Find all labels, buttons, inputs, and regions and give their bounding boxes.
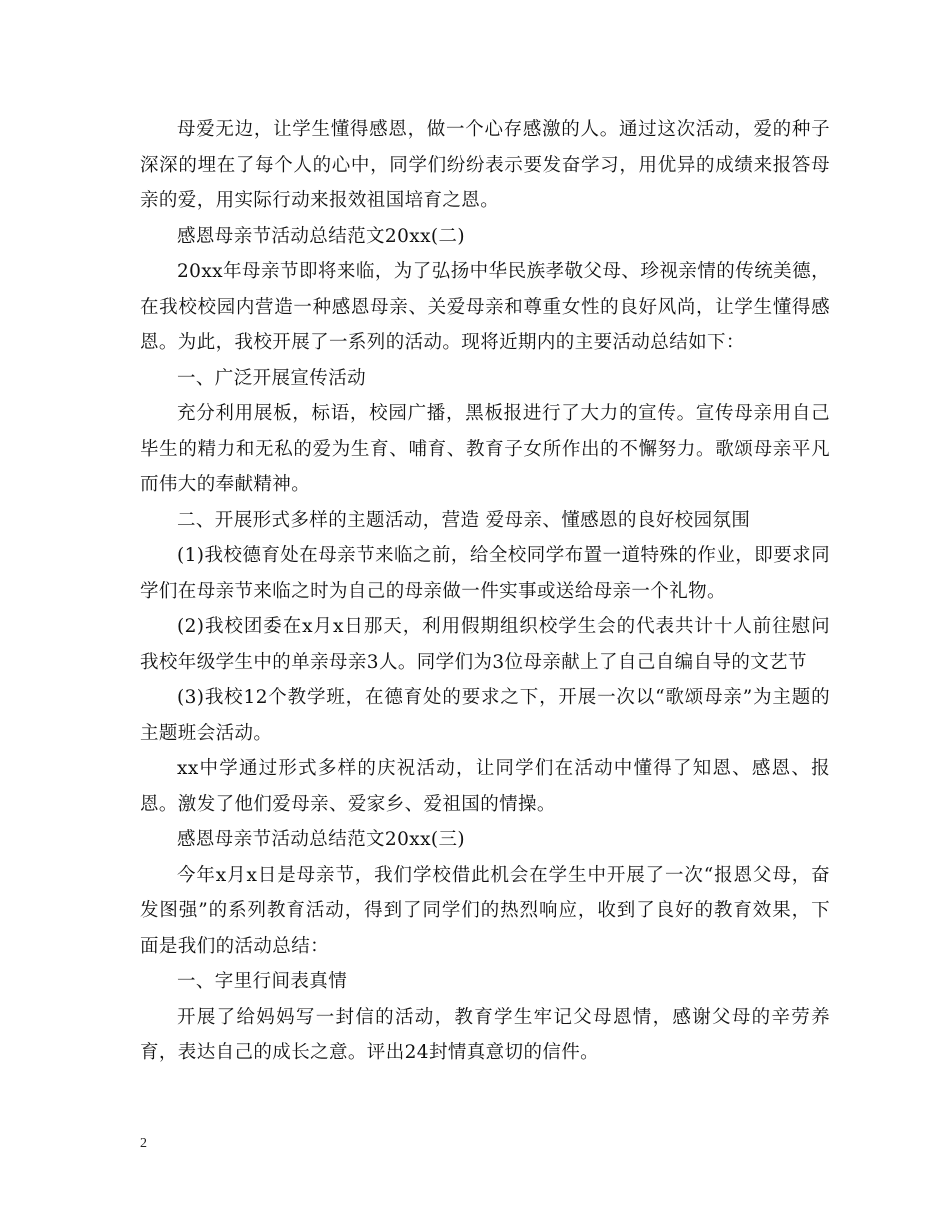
subheading-letters: 一、字里行间表真情	[177, 971, 348, 992]
subheading-theme-activities: 二、开展形式多样的主题活动，营造 爱母亲、懂感恩的良好校园氛围	[177, 509, 751, 531]
paragraph-item-2: (2)我校团委在x月x日那天，利用假期组织校学生会的代表共计十人前往慰问我校年级学生中的单亲母亲3人。同学们为3位母亲献上了自己自编自导的文艺节	[140, 616, 830, 673]
paragraph-publicity: 充分利用展板，标语，校园广播，黑板报进行了大力的宣传。宣传母亲用自己毕生的精力和无私的爱为生育、哺育、教育子女所作出的不懈努力。歌颂母亲平凡而伟大的奉献精神。	[140, 403, 830, 495]
paragraph-item-3: (3)我校12个教学班，在德育处的要求之下，开展一次以“歌颂母亲”为主题的主题班会活动。	[140, 687, 830, 744]
subheading-publicity: 一、广泛开展宣传活动	[177, 367, 367, 389]
paragraph-letters: 开展了给妈妈写一封信的活动，教育学生牢记父母恩情，感谢父母的辛劳养育，表达自己的成长之意。评出24封情真意切的信件。	[140, 1006, 830, 1063]
paragraph-section-2-summary: xx中学通过形式多样的庆祝活动，让同学们在活动中懂得了知恩、感恩、报恩。激发了他们爱母亲、爱家乡、爱祖国的情操。	[140, 758, 830, 815]
document-body	[140, 112, 830, 1071]
paragraph-section-2-intro: 20xx年母亲节即将来临，为了弘扬中华民族孝敬父母、珍视亲情的传统美德，在我校校园内营造一种感恩母亲、关爱母亲和尊重女性的良好风尚，让学生懂得感恩。为此，我校开展了一系列的活动。现将近期内的主要活动总结如下：	[140, 261, 830, 353]
section-heading-3: 感恩母亲节活动总结范文20xx(三)	[177, 829, 466, 850]
paragraph-intro-closing: 母爱无边，让学生懂得感恩，做一个心存感激的人。通过这次活动，爱的种子深深的埋在了每个人的心中，同学们纷纷表示要发奋学习，用优异的成绩来报答母亲的爱，用实际行动来报效祖国培育之恩。	[140, 119, 830, 211]
paragraph-item-1: (1)我校德育处在母亲节来临之前，给全校同学布置一道特殊的作业，即要求同学们在母亲节来临之时为自己的母亲做一件实事或送给母亲一个礼物。	[140, 545, 830, 602]
section-heading-2: 感恩母亲节活动总结范文20xx(二)	[177, 225, 466, 247]
paragraph-section-3-intro: 今年x月x日是母亲节，我们学校借此机会在学生中开展了一次“报恩父母，奋发图强”的系列教育活动，得到了同学们的热烈响应，收到了良好的教育效果，下面是我们的活动总结：	[140, 864, 830, 957]
page-number: 2	[140, 1136, 147, 1151]
